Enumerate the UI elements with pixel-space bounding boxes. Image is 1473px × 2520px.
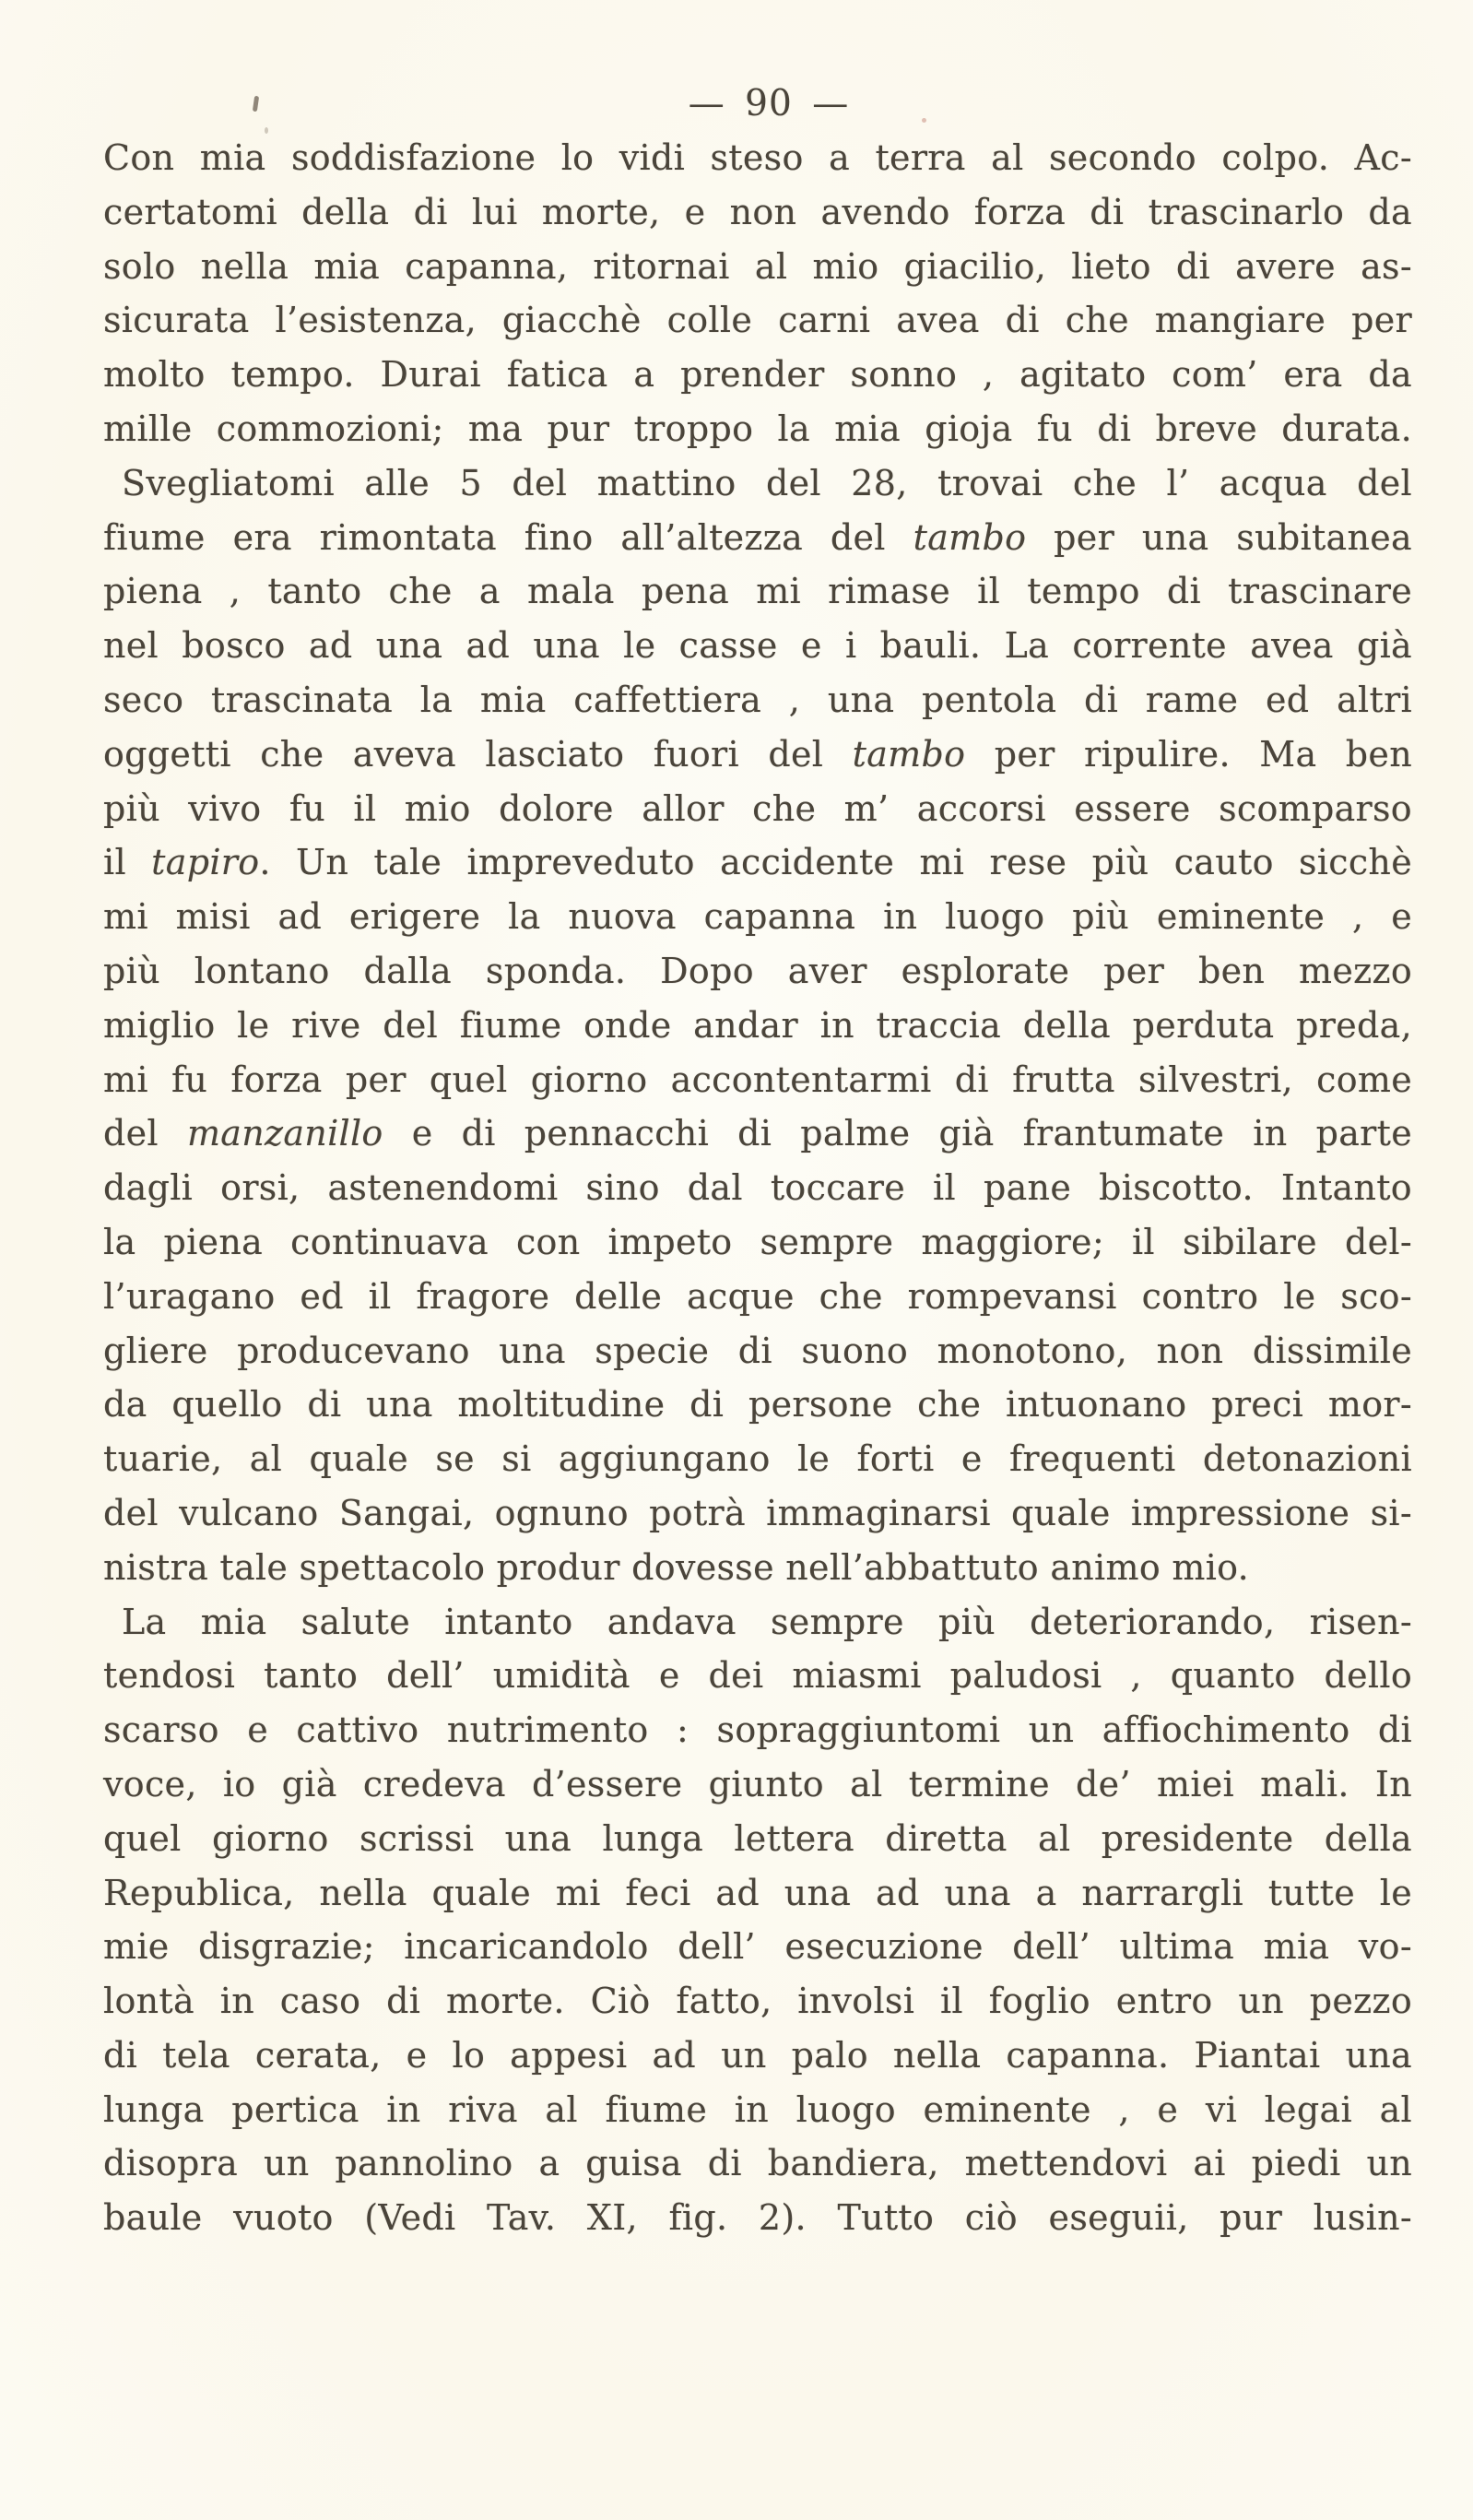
text-line: del manzanillo e di pennacchi di palme già frantumate in parte — [103, 1113, 1412, 1154]
text-line: più lontano dalla sponda. Dopo aver esplorate per ben mezzo — [103, 950, 1412, 991]
text-line: mi misi ad erigere la nuova capanna in luogo più eminente , e — [103, 896, 1412, 938]
text-line: solo nella mia capanna, ritornai al mio giacilio, lieto di avere as- — [103, 245, 1412, 287]
text-line: oggetti che aveva lasciato fuori del tambo per ripulire. Ma ben — [103, 733, 1412, 775]
text-line: di tela cerata, e lo appesi ad un palo nella capanna. Piantai una — [103, 2034, 1412, 2076]
text-line: l’uragano ed il fragore delle acque che rompevansi contro le sco- — [103, 1275, 1412, 1317]
text-line: tendosi tanto dell’ umidità e dei miasmi paludosi , quanto dello — [103, 1655, 1412, 1697]
text-line: molto tempo. Durai fatica a prender sonno , agitato com’ era da — [103, 354, 1412, 396]
text-line: Republica, nella quale mi feci ad una ad una a narrargli tutte le — [103, 1872, 1412, 1913]
text-line: la piena continuava con impeto sempre maggiore; il sibilare del- — [103, 1221, 1412, 1262]
text-line: certatomi della di lui morte, e non avendo forza di trascinarlo da — [103, 191, 1412, 232]
scan-speck — [922, 118, 926, 123]
text-line: gliere producevano una specie di suono monotono, non dissimile — [103, 1330, 1412, 1371]
text-line: baule vuoto (Vedi Tav. XI, fig. 2). Tutto ciò eseguii, pur lusin- — [103, 2197, 1412, 2239]
text-line: seco trascinata la mia caffettiera , una pentola di rame ed altri — [103, 679, 1412, 720]
text-line: il tapiro. Un tale impreveduto accidente mi rese più cauto sicchè — [103, 842, 1412, 883]
text-line: Con mia soddisfazione lo vidi steso a terra al secondo colpo. Ac- — [103, 137, 1412, 178]
text-line: disopra un pannolino a guisa di bandiera, mettendovi ai piedi un — [103, 2143, 1412, 2184]
text-line: mi fu forza per quel giorno accontentarmi di frutta silvestri, come — [103, 1059, 1412, 1100]
text-line: piena , tanto che a mala pena mi rimase il tempo di trascinare — [103, 571, 1412, 612]
page-number: — 90 — — [688, 83, 850, 124]
text-line: nel bosco ad una ad una le casse e i bauli. La corrente avea già — [103, 625, 1412, 667]
text-line: del vulcano Sangai, ognuno potrà immaginarsi quale impressione si- — [103, 1492, 1412, 1533]
text-block — [103, 131, 1412, 2245]
text-line: voce, io già credeva d’essere giunto al termine de’ miei mali. In — [103, 1763, 1412, 1804]
text-line: scarso e cattivo nutrimento : sopraggiuntomi un affiochimento di — [103, 1710, 1412, 1751]
text-line: tuarie, al quale se si aggiungano le forti e frequenti detonazioni — [103, 1438, 1412, 1480]
text-line: quel giorno scrissi una lunga lettera diretta al presidente della — [103, 1817, 1412, 1859]
text-line: lontà in caso di morte. Ciò fatto, involsi il foglio entro un pezzo — [103, 1981, 1412, 2022]
text-line: Svegliatomi alle 5 del mattino del 28, trovai che l’ acqua del — [122, 462, 1412, 503]
text-line: dagli orsi, astenendomi sino dal toccare il pane biscotto. Intanto — [103, 1167, 1412, 1209]
text-line: più vivo fu il mio dolore allor che m’ accorsi essere scomparso — [103, 787, 1412, 829]
text-line: mie disgrazie; incaricandolo dell’ esecuzione dell’ ultima mia vo- — [103, 1926, 1412, 1968]
text-line: sicurata l’esistenza, giacchè colle carni avea di che mangiare per — [103, 300, 1412, 341]
text-line: La mia salute intanto andava sempre più deteriorando, risen- — [122, 1601, 1412, 1642]
text-line: da quello di una moltitudine di persone che intuonano preci mor- — [103, 1384, 1412, 1426]
text-line: nistra tale spettacolo produr dovesse nell’abbattuto animo mio. — [103, 1546, 1250, 1588]
text-line: lunga pertica in riva al fiume in luogo eminente , e vi legai al — [103, 2088, 1412, 2130]
text-line: mille commozioni; ma pur troppo la mia gioja fu di breve durata. — [103, 408, 1412, 449]
text-line: miglio le rive del fiume onde andar in traccia della perduta preda, — [103, 1004, 1412, 1046]
text-line: fiume era rimontata fino all’altezza del tambo per una subitanea — [103, 516, 1412, 558]
page-header — [0, 83, 1473, 124]
